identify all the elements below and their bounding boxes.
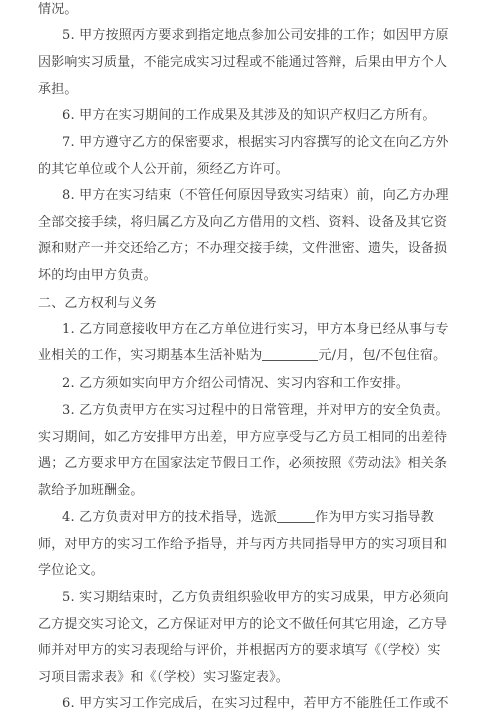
section-heading: 二、乙方权利与义务: [38, 296, 157, 311]
text-line: 5. 实习期结束时，乙方负责组织验收甲方的实习成果，甲方必须向: [62, 590, 449, 605]
text-line: 习项目需求表》和《（学校）实习鉴定表》。: [38, 670, 290, 685]
text-line: 全部交接手续，将归属乙方及向乙方借用的文档、资料、设备及其它资: [38, 215, 448, 230]
text-segment: 业相关的工作，实习期基本生活补贴为: [38, 348, 263, 363]
text-line: 实习期间，如乙方安排甲方出差，甲方应享受与乙方员工相同的出差待: [38, 430, 448, 445]
text-line: 因影响实习质量，不能完成实习过程或不能通过答辩，后果由甲方个人: [38, 55, 448, 70]
text-line: 承担。: [38, 82, 78, 97]
text-line: 3. 乙方负责甲方在实习过程中的日常管理，并对甲方的安全负责。: [62, 403, 449, 418]
text-line: 款给予加班酬金。: [38, 483, 144, 498]
text-line: 坏的均由甲方负责。: [38, 268, 157, 283]
text-line: 8. 甲方在实习结束（不管任何原因导致实习结束）前，向乙方办理: [62, 188, 449, 203]
text-line: 5. 甲方按照丙方要求到指定地点参加公司安排的工作；如因甲方原: [62, 28, 449, 43]
text-line: 6. 甲方实习工作完成后，在实习过程中，若甲方不能胜任工作或不: [62, 696, 449, 711]
text-line-with-blank: [62, 510, 460, 526]
text-line: 师并对甲方的实习表现给与评价，并根据丙方的要求填写《（学校）实: [38, 643, 441, 658]
text-line: 的其它单位或个人公开前，须经乙方许可。: [38, 162, 289, 177]
text-line: 6. 甲方在实习期间的工作成果及其涉及的知识产权归乙方所有。: [62, 108, 436, 123]
text-segment: 作为甲方实习指导教: [315, 510, 434, 525]
text-line: 乙方提交实习论文，乙方保证对甲方的论文不做任何其它用途，乙方导: [38, 617, 448, 632]
text-line: 2. 乙方须如实向甲方介绍公司情况、实习内容和工作安排。: [62, 376, 410, 391]
text-line: 师，对甲方的实习工作给予指导，并与丙方共同指导甲方的实习项目和: [38, 537, 448, 552]
text-segment: 4. 乙方负责对甲方的技术指导，选派: [62, 510, 278, 525]
fill-in-blank: [262, 348, 318, 361]
text-line-with-blank: [38, 348, 460, 364]
text-line: 学位论文。: [38, 563, 105, 578]
text-segment: 元/月，包/不包住宿。: [318, 348, 447, 363]
text-line: 情况。: [38, 2, 78, 17]
text-line: 源和财产一并交还给乙方；不办理交接手续，文件泄密、遗失，设备损: [38, 241, 448, 256]
text-line: 遇；乙方要求甲方在国家法定节假日工作，必须按照《劳动法》相关条: [38, 456, 448, 471]
fill-in-blank: [277, 510, 315, 523]
text-line: 1. 乙方同意接收甲方在乙方单位进行实习，甲方本身已经从事与专: [62, 322, 449, 337]
text-line: 7. 甲方遵守乙方的保密要求，根据实习内容撰写的论文在向乙方外: [62, 135, 449, 150]
